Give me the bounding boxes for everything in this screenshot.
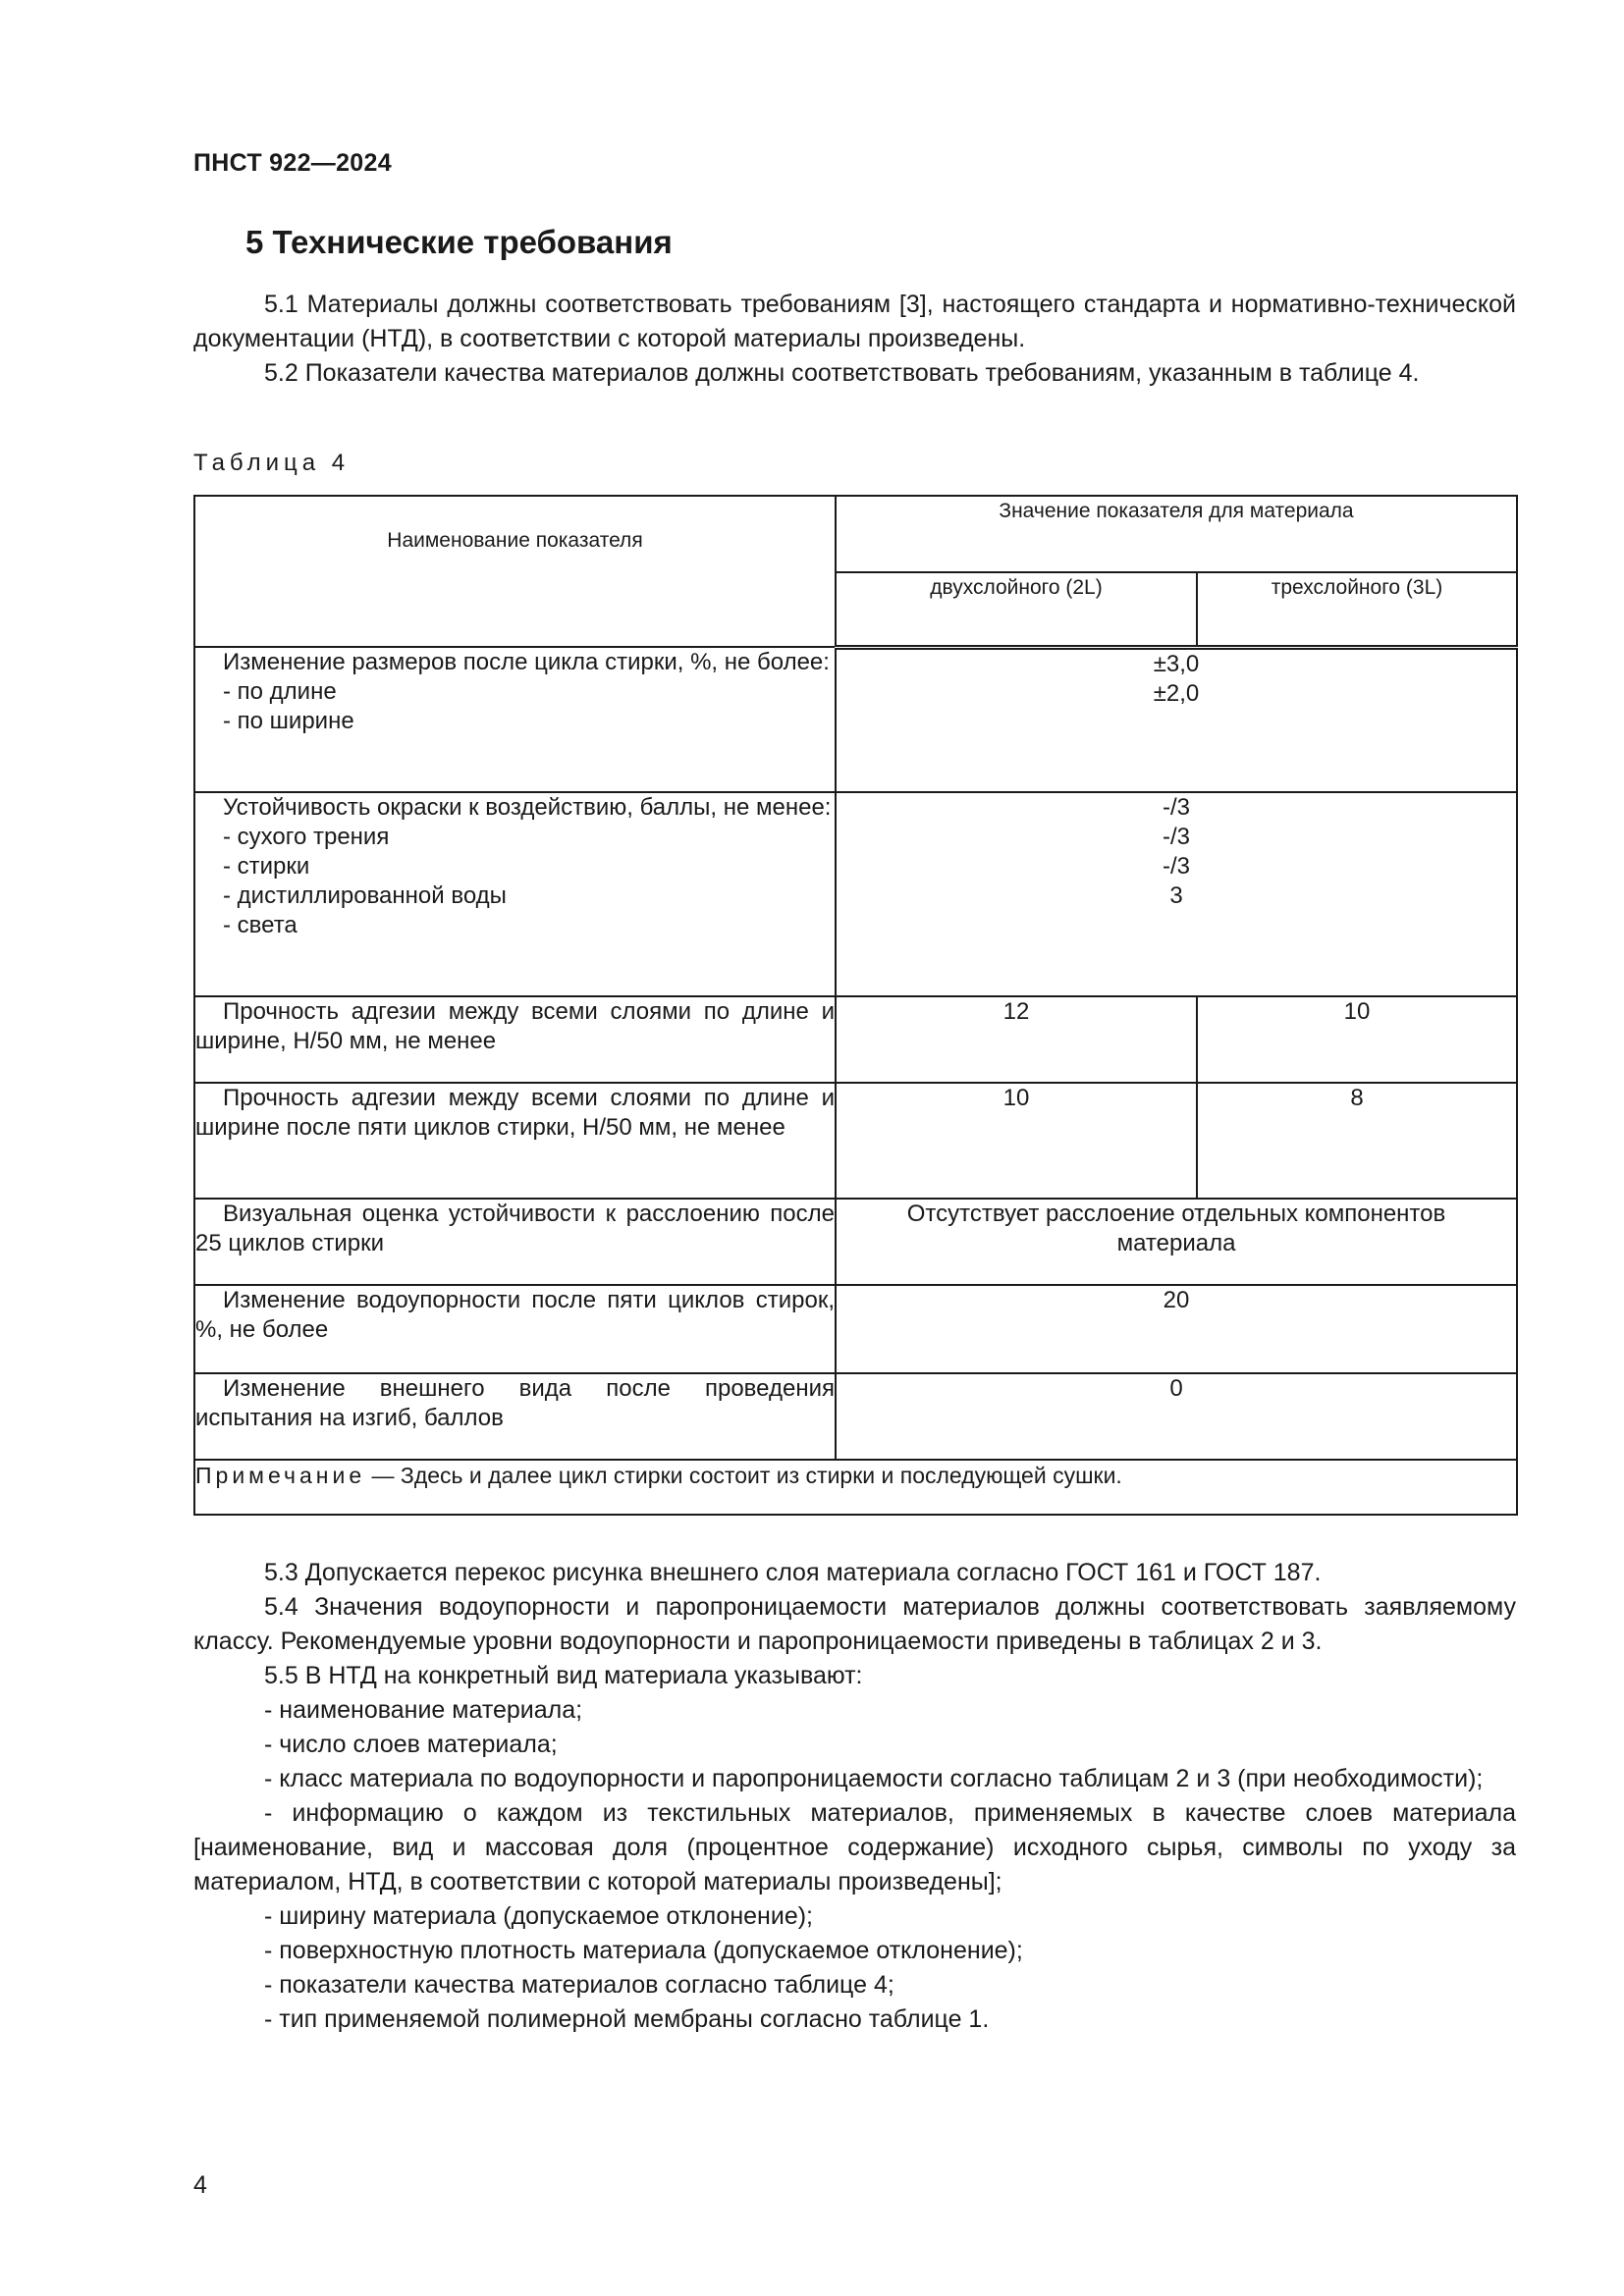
table-row <box>194 1285 1517 1373</box>
document-code: ПНСТ 922—2024 <box>193 149 392 177</box>
row-subitem: - дистиллированной воды <box>223 882 507 909</box>
row-value-color-fastness <box>836 792 1517 996</box>
table-row <box>194 996 1517 1083</box>
value-dry-rubbing: -/3 <box>1163 794 1191 821</box>
row-label: Изменение внешнего вида после проведения испытания на изгиб, баллов <box>195 1375 835 1431</box>
paragraph-5-2: 5.2 Показатели качества материалов должны соответствовать требованиям, указанным в таблице 4. <box>264 359 1420 387</box>
row-name-size-change <box>194 647 836 792</box>
requirements-table <box>193 495 1518 1516</box>
row-label: Визуальная оценка устойчивости к расслоению после 25 циклов стирки <box>195 1201 835 1256</box>
list-item: - наименование материала; <box>264 1696 583 1724</box>
value-light: 3 <box>1169 882 1183 909</box>
value-washing: -/3 <box>1163 824 1191 850</box>
row-subitem: - сухого трения <box>223 824 390 850</box>
row-name-delamination <box>194 1199 836 1285</box>
row-value-size-change <box>836 647 1517 792</box>
table-row <box>194 1083 1517 1199</box>
list-item: - класс материала по водоупорности и паропроницаемости согласно таблицам 2 и 3 (при необходимости); <box>264 1765 1484 1792</box>
requirements-paragraphs <box>193 1556 1516 2037</box>
header-three-layer: трехслойного (3L) <box>1197 572 1517 647</box>
table-note <box>194 1460 1517 1515</box>
row-subitem: - света <box>223 912 298 938</box>
list-item: - число слоев материала; <box>264 1731 558 1758</box>
row-name-color-fastness <box>194 792 836 996</box>
row-value-delamination: Отсутствует расслоение отдельных компонентов материала <box>836 1199 1517 1285</box>
row-value-adhesion-after-wash-3l: 8 <box>1197 1083 1517 1199</box>
value-width: ±2,0 <box>1153 679 1200 707</box>
row-value-adhesion-2l: 12 <box>836 996 1197 1083</box>
row-subitem: - по ширине <box>223 708 354 734</box>
table-caption: Таблица 4 <box>193 450 351 476</box>
row-subitem: - по длине <box>223 678 337 705</box>
list-item: - тип применяемой полимерной мембраны согласно таблице 1. <box>264 2005 990 2033</box>
table-note-row <box>194 1460 1517 1515</box>
table-header-row-1 <box>194 496 1517 572</box>
row-subitem: - стирки <box>223 853 310 880</box>
row-name-bending <box>194 1373 836 1460</box>
list-item: - ширину материала (допускаемое отклонение); <box>264 1902 813 1930</box>
paragraph-5-5: 5.5 В НТД на конкретный вид материала указывают: <box>264 1662 863 1689</box>
row-value-bending: 0 <box>836 1373 1517 1460</box>
row-label: Изменение водоупорности после пяти циклов стирок, %, не более <box>195 1287 835 1343</box>
list-item: - показатели качества материалов согласно таблице 4; <box>264 1971 894 1999</box>
list-item: - информацию о каждом из текстильных материалов, применяемых в качестве слоев материала [наименование, вид и массовая доля (процентное содержание) исходного сырья, символы по уходу за материалом, НТД, в соответствии с которой материалы произведены]; <box>193 1799 1516 1896</box>
row-value-adhesion-after-wash-2l: 10 <box>836 1083 1197 1199</box>
row-value-adhesion-3l: 10 <box>1197 996 1517 1083</box>
table-row <box>194 1199 1517 1285</box>
header-value-group: Значение показателя для материала <box>836 496 1517 572</box>
list-item: - поверхностную плотность материала (допускаемое отклонение); <box>264 1937 1023 1964</box>
value-distilled-water: -/3 <box>1163 853 1191 880</box>
value-length: ±3,0 <box>1153 650 1200 677</box>
row-label: Устойчивость окраски к воздействию, баллы, не менее: <box>223 794 832 821</box>
row-label: Изменение размеров после цикла стирки, %, не более: <box>223 649 830 675</box>
row-name-water-resistance <box>194 1285 836 1373</box>
header-two-layer: двухслойного (2L) <box>836 572 1197 647</box>
note-text: — Здесь и далее цикл стирки состоит из стирки и последующей сушки. <box>371 1463 1122 1488</box>
paragraph-5-1: 5.1 Материалы должны соответствовать требованиям [3], настоящего стандарта и нормативно-технической документации (НТД), в соответствии с которой материалы произведены. <box>193 291 1516 352</box>
table-row <box>194 792 1517 996</box>
row-name-adhesion-after-wash <box>194 1083 836 1199</box>
page-number: 4 <box>193 2171 207 2199</box>
table-row <box>194 1373 1517 1460</box>
header-indicator-name: Наименование показателя <box>194 496 836 647</box>
row-label: Прочность адгезии между всеми слоями по длине и ширине после пяти циклов стирки, Н/50 мм, не менее <box>195 1085 835 1141</box>
row-name-adhesion <box>194 996 836 1083</box>
intro-paragraphs <box>193 288 1516 391</box>
table-row <box>194 647 1517 792</box>
section-title: 5 Технические требования <box>245 224 673 260</box>
row-value-water-resistance: 20 <box>836 1285 1517 1373</box>
note-label: Примечание <box>195 1463 366 1488</box>
paragraph-5-4: 5.4 Значения водоупорности и паропроницаемости материалов должны соответствовать заявляемому классу. Рекомендуемые уровни водоупорности и паропроницаемости приведены в таблицах 2 и 3. <box>193 1593 1516 1655</box>
paragraph-5-3: 5.3 Допускается перекос рисунка внешнего слоя материала согласно ГОСТ 161 и ГОСТ 187. <box>264 1559 1322 1586</box>
row-label: Прочность адгезии между всеми слоями по длине и ширине, Н/50 мм, не менее <box>195 998 835 1054</box>
